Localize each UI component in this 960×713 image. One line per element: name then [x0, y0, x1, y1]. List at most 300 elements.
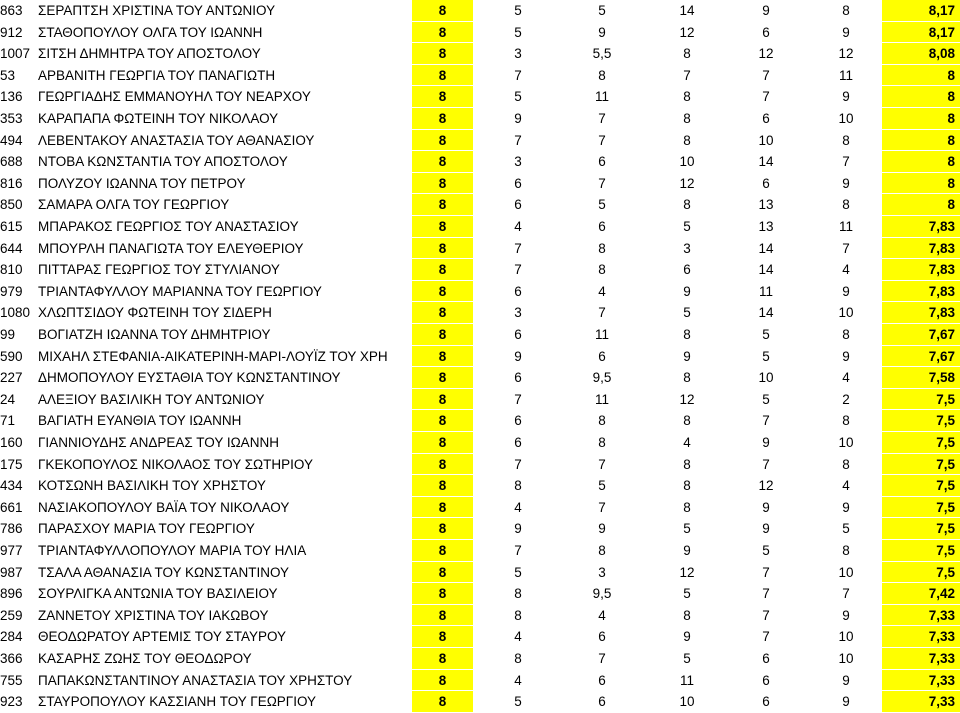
grade-2-cell: 8	[514, 478, 522, 494]
grade-2-cell: 6	[514, 283, 522, 299]
average-score-cell: 7,58	[882, 367, 960, 389]
candidate-id-cell: 590	[0, 348, 23, 364]
grade-6-cell: 8	[842, 413, 850, 429]
grade-5-cell: 6	[762, 651, 770, 666]
grade-3-cell: 6	[598, 348, 606, 364]
grade-4-cell: 12	[679, 175, 695, 191]
grade-5-cell: 7	[762, 67, 770, 83]
grade-5-cell: 5	[762, 327, 770, 342]
grade-5-cell: 9	[762, 521, 770, 537]
grade-5-cell: 14	[758, 154, 774, 170]
average-score-cell: 7,83	[882, 302, 960, 324]
grade-2-cell: 7	[514, 240, 522, 256]
grade-6-cell: 9	[842, 499, 850, 515]
candidate-name-cell: ΛΕΒΕΝΤΑΚΟΥ ΑΝΑΣΤΑΣΙΑ ΤΟΥ ΑΘΑΝΑΣΙΟΥ	[38, 132, 315, 148]
candidate-name-cell: ΚΑΡΑΠΑΠΑ ΦΩΤΕΙΝΗ ΤΟΥ ΝΙΚΟΛΑΟΥ	[38, 111, 279, 126]
table-row	[0, 670, 960, 692]
table-row	[0, 346, 960, 368]
candidate-id-cell: 353	[0, 111, 23, 126]
candidate-name-cell: ΣΟΥΡΛΙΓΚΑ ΑΝΤΩΝΙΑ ΤΟΥ ΒΑΣΙΛΕΙΟΥ	[38, 586, 278, 602]
grade-4-cell: 8	[683, 499, 691, 515]
grade-1-cell: 8	[412, 605, 473, 627]
grade-1-cell: 8	[412, 302, 473, 324]
average-score-cell: 7,83	[882, 238, 960, 260]
candidate-id-cell: 71	[0, 413, 16, 429]
average-score-cell: 8,17	[882, 0, 960, 22]
grade-6-cell: 10	[838, 564, 854, 580]
grade-3-cell: 7	[598, 111, 606, 126]
grade-3-cell: 11	[594, 327, 609, 342]
grade-2-cell: 9	[514, 111, 522, 126]
average-score-cell: 8	[882, 65, 960, 87]
average-score-cell: 7,67	[882, 346, 960, 368]
candidate-name-cell: ΚΑΣΑΡΗΣ ΖΩΗΣ ΤΟΥ ΘΕΟΔΩΡΟΥ	[38, 651, 252, 666]
candidate-name-cell: ΣΤΑΥΡΟΠΟΥΛΟΥ ΚΑΣΣΙΑΝΗ ΤΟΥ ΓΕΩΡΓΙΟΥ	[38, 694, 317, 710]
grade-2-cell: 7	[514, 543, 522, 558]
grade-5-cell: 13	[758, 219, 774, 234]
grade-6-cell: 4	[842, 262, 850, 278]
table-row	[0, 86, 960, 108]
grade-6-cell: 9	[842, 348, 850, 364]
grade-4-cell: 11	[679, 672, 694, 688]
grade-4-cell: 5	[683, 521, 691, 537]
grade-3-cell: 6	[598, 154, 606, 170]
grade-3-cell: 7	[598, 651, 606, 666]
grade-5-cell: 6	[762, 24, 770, 40]
candidate-id-cell: 816	[0, 175, 23, 191]
candidate-name-cell: ΣΤΑΘΟΠΟΥΛΟΥ ΟΛΓΑ ΤΟΥ ΙΩΑΝΝΗ	[38, 24, 263, 40]
candidate-name-cell: ΑΛΕΞΙΟΥ ΒΑΣΙΛΙΚΗ ΤΟΥ ΑΝΤΩΝΙΟΥ	[38, 391, 265, 407]
grade-1-cell: 8	[412, 454, 473, 476]
grade-3-cell: 8	[598, 543, 606, 558]
grade-3-cell: 4	[598, 607, 606, 623]
grade-6-cell: 9	[842, 24, 850, 40]
grade-3-cell: 8	[598, 435, 606, 450]
grade-4-cell: 5	[683, 651, 691, 666]
grade-6-cell: 7	[842, 586, 850, 602]
average-score-cell: 7,5	[882, 497, 960, 519]
grade-1-cell: 8	[412, 691, 473, 713]
grade-4-cell: 4	[683, 435, 691, 450]
grade-1-cell: 8	[412, 583, 473, 605]
grade-2-cell: 9	[514, 521, 522, 537]
candidate-id-cell: 786	[0, 521, 23, 537]
grade-3-cell: 6	[598, 694, 606, 710]
table-row	[0, 238, 960, 260]
grade-6-cell: 4	[842, 370, 850, 386]
average-score-cell: 7,33	[882, 648, 960, 670]
candidate-id-cell: 160	[0, 435, 23, 450]
candidate-id-cell: 923	[0, 694, 23, 710]
grade-3-cell: 7	[598, 175, 606, 191]
table-row	[0, 475, 960, 497]
grade-2-cell: 5	[514, 694, 522, 710]
candidate-name-cell: ΒΟΓΙΑΤΖΗ ΙΩΑΝΝΑ ΤΟΥ ΔΗΜΗΤΡΙΟΥ	[38, 327, 271, 342]
grade-1-cell: 8	[412, 238, 473, 260]
candidate-id-cell: 615	[0, 219, 23, 234]
grade-6-cell: 8	[842, 456, 850, 472]
grade-5-cell: 7	[762, 586, 770, 602]
grade-3-cell: 9	[598, 24, 606, 40]
candidate-name-cell: ΠΑΡΑΣΧΟΥ ΜΑΡΙΑ ΤΟΥ ΓΕΩΡΓΙΟΥ	[38, 521, 255, 537]
grade-6-cell: 11	[838, 67, 853, 83]
candidate-id-cell: 979	[0, 283, 23, 299]
table-row	[0, 410, 960, 432]
grade-5-cell: 7	[762, 456, 770, 472]
grade-3-cell: 5	[598, 197, 606, 213]
candidate-name-cell: ΒΑΓΙΑΤΗ ΕΥΑΝΘΙΑ ΤΟΥ ΙΩΑΝΝΗ	[38, 413, 242, 429]
candidate-id-cell: 850	[0, 197, 23, 213]
table-row	[0, 562, 960, 584]
table-row	[0, 605, 960, 627]
grade-6-cell: 10	[838, 629, 854, 645]
grade-1-cell: 8	[412, 216, 473, 238]
candidate-name-cell: ΓΙΑΝΝΙΟΥΔΗΣ ΑΝΔΡΕΑΣ ΤΟΥ ΙΩΑΝΝΗ	[38, 435, 279, 450]
candidate-name-cell: ΠΙΤΤΑΡΑΣ ΓΕΩΡΓΙΟΣ ΤΟΥ ΣΤΥΛΙΑΝΟΥ	[38, 262, 280, 278]
grade-5-cell: 7	[762, 607, 770, 623]
grade-2-cell: 7	[514, 456, 522, 472]
grade-3-cell: 9,5	[592, 586, 612, 602]
candidate-id-cell: 912	[0, 24, 23, 40]
grade-1-cell: 8	[412, 626, 473, 648]
grade-6-cell: 11	[838, 219, 853, 234]
grade-3-cell: 3	[598, 564, 606, 580]
table-row	[0, 302, 960, 324]
average-score-cell: 7,33	[882, 605, 960, 627]
grade-1-cell: 8	[412, 346, 473, 368]
grade-4-cell: 8	[683, 197, 691, 213]
candidate-name-cell: ΖΑΝΝΕΤΟΥ ΧΡΙΣΤΙΝΑ ΤΟΥ ΙΑΚΩΒΟΥ	[38, 607, 269, 623]
candidate-name-cell: ΝΑΣΙΑΚΟΠΟΥΛΟΥ ΒΑΪΑ ΤΟΥ ΝΙΚΟΛΑΟΥ	[38, 499, 290, 515]
candidate-name-cell: ΣΑΜΑΡΑ ΟΛΓΑ ΤΟΥ ΓΕΩΡΓΙΟΥ	[38, 197, 230, 213]
candidate-name-cell: ΑΡΒΑΝΙΤΗ ΓΕΩΡΓΙΑ ΤΟΥ ΠΑΝΑΓΙΩΤΗ	[38, 67, 276, 83]
grade-3-cell: 5,5	[592, 46, 612, 62]
grade-2-cell: 5	[514, 3, 522, 18]
grade-4-cell: 6	[683, 262, 691, 278]
average-score-cell: 7,42	[882, 583, 960, 605]
grade-5-cell: 12	[758, 46, 774, 62]
grade-6-cell: 8	[842, 3, 850, 18]
grade-4-cell: 8	[683, 413, 691, 429]
table-row	[0, 173, 960, 195]
table-row	[0, 65, 960, 87]
average-score-cell: 8	[882, 130, 960, 152]
table-row	[0, 432, 960, 454]
grade-4-cell: 5	[683, 305, 691, 321]
candidate-id-cell: 434	[0, 478, 23, 494]
table-row	[0, 22, 960, 44]
grade-1-cell: 8	[412, 562, 473, 584]
table-row	[0, 626, 960, 648]
grade-5-cell: 12	[758, 478, 774, 494]
candidate-name-cell: ΤΡΙΑΝΤΑΦΥΛΛΟΥ ΜΑΡΙΑΝΝΑ ΤΟΥ ΓΕΩΡΓΙΟΥ	[38, 283, 322, 299]
grade-6-cell: 4	[842, 478, 850, 494]
grade-6-cell: 8	[842, 543, 850, 558]
grade-2-cell: 5	[514, 564, 522, 580]
average-score-cell: 7,83	[882, 281, 960, 303]
table-row	[0, 194, 960, 216]
grade-5-cell: 14	[758, 305, 774, 321]
table-row	[0, 367, 960, 389]
grade-4-cell: 8	[683, 46, 691, 62]
table-row	[0, 691, 960, 713]
candidate-name-cell: ΣΙΤΣΗ ΔΗΜΗΤΡΑ ΤΟΥ ΑΠΟΣΤΟΛΟΥ	[38, 46, 261, 62]
grade-1-cell: 8	[412, 475, 473, 497]
grade-4-cell: 9	[683, 629, 691, 645]
grade-6-cell: 9	[842, 694, 850, 710]
average-score-cell: 7,83	[882, 259, 960, 281]
grade-3-cell: 5	[598, 478, 606, 494]
grade-2-cell: 6	[514, 327, 522, 342]
grade-1-cell: 8	[412, 86, 473, 108]
grade-4-cell: 14	[679, 3, 695, 18]
candidate-name-cell: ΓΚΕΚΟΠΟΥΛΟΣ ΝΙΚΟΛΑΟΣ ΤΟΥ ΣΩΤΗΡΙΟΥ	[38, 456, 313, 472]
grade-2-cell: 4	[514, 219, 522, 234]
grade-3-cell: 8	[598, 67, 606, 83]
grade-6-cell: 7	[842, 240, 850, 256]
grade-6-cell: 7	[842, 154, 850, 170]
grade-4-cell: 8	[683, 111, 691, 126]
candidate-id-cell: 755	[0, 672, 23, 688]
grade-6-cell: 12	[838, 46, 854, 62]
grade-1-cell: 8	[412, 151, 473, 173]
grade-2-cell: 8	[514, 586, 522, 602]
grade-6-cell: 9	[842, 89, 850, 105]
candidate-name-cell: ΜΠΑΡΑΚΟΣ ΓΕΩΡΓΙΟΣ ΤΟΥ ΑΝΑΣΤΑΣΙΟΥ	[38, 219, 299, 234]
table-row	[0, 108, 960, 130]
grade-4-cell: 10	[679, 694, 695, 710]
grade-1-cell: 8	[412, 497, 473, 519]
grade-1-cell: 8	[412, 540, 473, 562]
candidate-id-cell: 227	[0, 370, 23, 386]
grade-2-cell: 9	[514, 348, 522, 364]
average-score-cell: 7,5	[882, 432, 960, 454]
grade-6-cell: 10	[838, 111, 854, 126]
grade-1-cell: 8	[412, 518, 473, 540]
grade-6-cell: 9	[842, 283, 850, 299]
grade-3-cell: 7	[598, 305, 606, 321]
grade-4-cell: 12	[679, 564, 695, 580]
grade-4-cell: 5	[683, 219, 691, 234]
grade-2-cell: 8	[514, 651, 522, 666]
grade-5-cell: 14	[758, 240, 774, 256]
grade-4-cell: 5	[683, 586, 691, 602]
grade-1-cell: 8	[412, 259, 473, 281]
grade-2-cell: 5	[514, 24, 522, 40]
grade-1-cell: 8	[412, 108, 473, 130]
grade-2-cell: 8	[514, 607, 522, 623]
grade-4-cell: 8	[683, 132, 691, 148]
candidate-name-cell: ΜΠΟΥΡΛΗ ΠΑΝΑΓΙΩΤΑ ΤΟΥ ΕΛΕΥΘΕΡΙΟΥ	[38, 240, 304, 256]
candidate-name-cell: ΔΗΜΟΠΟΥΛΟΥ ΕΥΣΤΑΘΙΑ ΤΟΥ ΚΩΝΣΤΑΝΤΙΝΟΥ	[38, 370, 341, 386]
grade-5-cell: 6	[762, 672, 770, 688]
average-score-cell: 7,5	[882, 518, 960, 540]
candidate-id-cell: 259	[0, 607, 23, 623]
grade-6-cell: 2	[842, 391, 850, 407]
grade-2-cell: 7	[514, 262, 522, 278]
grade-1-cell: 8	[412, 670, 473, 692]
table-row	[0, 518, 960, 540]
grade-1-cell: 8	[412, 367, 473, 389]
average-score-cell: 7,5	[882, 562, 960, 584]
average-score-cell: 7,33	[882, 670, 960, 692]
table-row	[0, 389, 960, 411]
grade-2-cell: 7	[514, 132, 522, 148]
grade-5-cell: 7	[762, 413, 770, 429]
grade-2-cell: 6	[514, 175, 522, 191]
grade-5-cell: 5	[762, 391, 770, 407]
average-score-cell: 7,5	[882, 540, 960, 562]
grade-5-cell: 7	[762, 89, 770, 105]
table-row	[0, 259, 960, 281]
grade-3-cell: 8	[598, 413, 606, 429]
average-score-cell: 7,5	[882, 475, 960, 497]
grade-6-cell: 8	[842, 197, 850, 213]
average-score-cell: 7,5	[882, 389, 960, 411]
table-row	[0, 648, 960, 670]
table-row	[0, 216, 960, 238]
grade-5-cell: 5	[762, 348, 770, 364]
grade-1-cell: 8	[412, 22, 473, 44]
candidate-name-cell: ΝΤΟΒΑ ΚΩΝΣΤΑΝΤΙΑ ΤΟΥ ΑΠΟΣΤΟΛΟΥ	[38, 154, 288, 170]
grade-4-cell: 9	[683, 283, 691, 299]
average-score-cell: 7,5	[882, 454, 960, 476]
grade-4-cell: 7	[683, 67, 691, 83]
grade-6-cell: 9	[842, 607, 850, 623]
grade-5-cell: 9	[762, 435, 770, 450]
grade-5-cell: 6	[762, 175, 770, 191]
grade-5-cell: 6	[762, 694, 770, 710]
average-score-cell: 7,33	[882, 691, 960, 713]
grade-5-cell: 7	[762, 629, 770, 645]
grade-6-cell: 5	[842, 521, 850, 537]
candidate-name-cell: ΤΣΑΛΑ ΑΘΑΝΑΣΙΑ ΤΟΥ ΚΩΝΣΤΑΝΤΙΝΟΥ	[38, 564, 290, 580]
table-row	[0, 540, 960, 562]
table-row	[0, 151, 960, 173]
grade-2-cell: 3	[514, 154, 522, 170]
candidate-id-cell: 987	[0, 564, 23, 580]
average-score-cell: 8	[882, 194, 960, 216]
candidate-name-cell: ΠΑΠΑΚΩΝΣΤΑΝΤΙΝΟΥ ΑΝΑΣΤΑΣΙΑ ΤΟΥ ΧΡΗΣΤΟΥ	[38, 672, 353, 688]
table-row	[0, 281, 960, 303]
candidate-name-cell: ΧΛΩΠΤΣΙΔΟΥ ΦΩΤΕΙΝΗ ΤΟΥ ΣΙΔΕΡΗ	[38, 305, 272, 321]
grade-3-cell: 11	[594, 89, 609, 105]
candidate-name-cell: ΤΡΙΑΝΤΑΦΥΛΛΟΠΟΥΛΟΥ ΜΑΡΙΑ ΤΟΥ ΗΛΙΑ	[38, 543, 307, 558]
grade-3-cell: 8	[598, 262, 606, 278]
grade-5-cell: 9	[762, 499, 770, 515]
candidate-id-cell: 24	[0, 391, 16, 407]
grade-3-cell: 7	[598, 456, 606, 472]
candidate-name-cell: ΚΟΤΣΩΝΗ ΒΑΣΙΛΙΚΗ ΤΟΥ ΧΡΗΣΤΟΥ	[38, 478, 266, 494]
table-row	[0, 43, 960, 65]
grade-4-cell: 8	[683, 478, 691, 494]
candidate-name-cell: ΘΕΟΔΩΡΑΤΟΥ ΑΡΤΕΜΙΣ ΤΟΥ ΣΤΑΥΡΟΥ	[38, 629, 287, 645]
candidate-id-cell: 99	[0, 327, 16, 342]
grade-2-cell: 3	[514, 305, 522, 321]
grade-3-cell: 7	[598, 132, 606, 148]
grade-4-cell: 3	[683, 240, 691, 256]
grade-1-cell: 8	[412, 194, 473, 216]
grade-5-cell: 7	[762, 564, 770, 580]
grade-1-cell: 8	[412, 389, 473, 411]
average-score-cell: 8	[882, 108, 960, 130]
table-row	[0, 454, 960, 476]
grade-5-cell: 5	[762, 543, 770, 558]
grade-4-cell: 10	[679, 154, 695, 170]
grade-6-cell: 10	[838, 435, 854, 450]
grade-5-cell: 9	[762, 3, 770, 18]
grade-3-cell: 6	[598, 629, 606, 645]
average-score-cell: 8	[882, 173, 960, 195]
candidate-id-cell: 863	[0, 3, 23, 18]
grade-4-cell: 9	[683, 543, 691, 558]
candidate-id-cell: 810	[0, 262, 23, 278]
grade-5-cell: 13	[758, 197, 774, 213]
grade-1-cell: 8	[412, 324, 473, 346]
average-score-cell: 7,33	[882, 626, 960, 648]
grade-1-cell: 8	[412, 281, 473, 303]
grade-2-cell: 4	[514, 499, 522, 515]
grade-1-cell: 8	[412, 648, 473, 670]
candidate-id-cell: 1007	[0, 46, 31, 62]
candidate-name-cell: ΣΕΡΑΠΤΣΗ ΧΡΙΣΤΙΝΑ ΤΟΥ ΑΝΤΩΝΙΟΥ	[38, 3, 276, 18]
candidate-id-cell: 688	[0, 154, 23, 170]
table-row	[0, 497, 960, 519]
candidate-id-cell: 1080	[0, 305, 31, 321]
grade-3-cell: 6	[598, 672, 606, 688]
table-row	[0, 130, 960, 152]
grade-3-cell: 11	[594, 391, 609, 407]
average-score-cell: 7,5	[882, 410, 960, 432]
grade-1-cell: 8	[412, 0, 473, 22]
grade-1-cell: 8	[412, 173, 473, 195]
average-score-cell: 7,83	[882, 216, 960, 238]
grade-6-cell: 9	[842, 175, 850, 191]
grade-4-cell: 8	[683, 607, 691, 623]
average-score-cell: 8,17	[882, 22, 960, 44]
table-row	[0, 0, 960, 22]
grade-1-cell: 8	[412, 130, 473, 152]
grade-2-cell: 5	[514, 89, 522, 105]
grade-2-cell: 6	[514, 370, 522, 386]
candidate-id-cell: 977	[0, 543, 23, 558]
grade-6-cell: 8	[842, 132, 850, 148]
grade-3-cell: 5	[598, 3, 606, 18]
grade-1-cell: 8	[412, 65, 473, 87]
table-row	[0, 583, 960, 605]
candidate-name-cell: ΜΙΧΑΗΛ ΣΤΕΦΑΝΙΑ-ΑΙΚΑΤΕΡΙΝΗ-ΜΑΡΙ-ΛΟΥΪΖ ΤΟΥ ΧΡΗ	[38, 348, 388, 364]
grade-2-cell: 6	[514, 413, 522, 429]
grade-1-cell: 8	[412, 43, 473, 65]
grade-5-cell: 11	[758, 283, 773, 299]
grade-5-cell: 10	[758, 370, 774, 386]
average-score-cell: 8	[882, 151, 960, 173]
candidate-id-cell: 661	[0, 499, 23, 515]
grade-4-cell: 8	[683, 456, 691, 472]
grade-2-cell: 6	[514, 197, 522, 213]
candidate-id-cell: 896	[0, 586, 23, 602]
candidate-id-cell: 136	[0, 89, 23, 105]
grade-2-cell: 6	[514, 435, 522, 450]
grade-2-cell: 4	[514, 672, 522, 688]
grade-4-cell: 8	[683, 327, 691, 342]
grade-1-cell: 8	[412, 410, 473, 432]
grade-3-cell: 7	[598, 499, 606, 515]
table-row	[0, 324, 960, 346]
candidate-id-cell: 284	[0, 629, 23, 645]
average-score-cell: 8,08	[882, 43, 960, 65]
grade-6-cell: 9	[842, 672, 850, 688]
